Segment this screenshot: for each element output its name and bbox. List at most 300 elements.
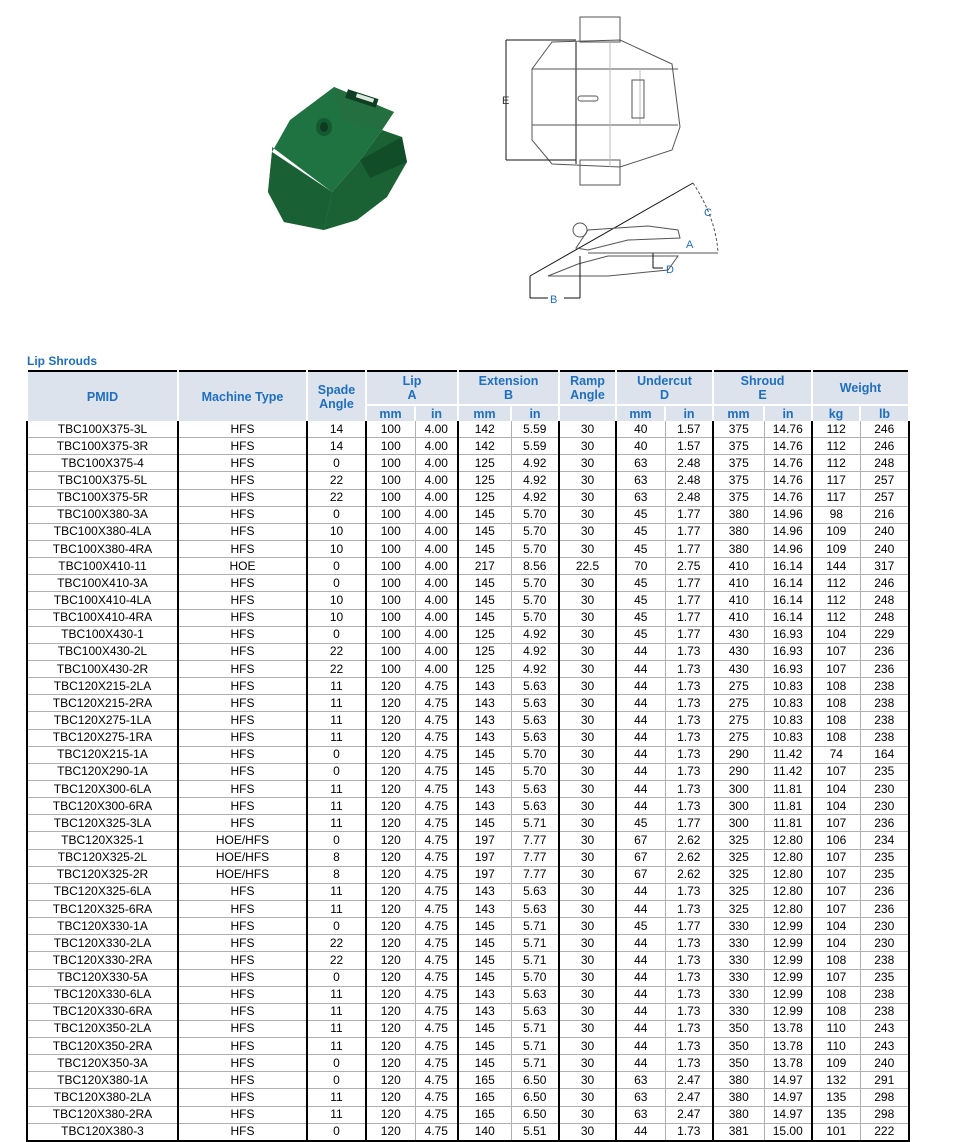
cell-lip-in: 4.75 [415, 678, 458, 695]
cell-undercut-mm: 63 [616, 455, 665, 472]
label-b: B [550, 294, 558, 306]
cell-spade-angle: 8 [307, 849, 366, 866]
cell-ext-mm: 143 [458, 712, 511, 729]
cell-undercut-in: 1.73 [665, 1038, 713, 1055]
table-row [27, 626, 909, 643]
cell-lip-mm: 100 [366, 643, 415, 660]
cell-ext-in: 5.70 [511, 523, 559, 540]
cell-ext-mm: 145 [458, 540, 511, 557]
table-row [27, 780, 909, 797]
table-row [27, 1089, 909, 1106]
cell-spade-angle: 0 [307, 506, 366, 523]
cell-lip-mm: 100 [366, 523, 415, 540]
cell-undercut-in: 2.47 [665, 1072, 713, 1089]
cell-lip-mm: 100 [366, 455, 415, 472]
cell-machine-type: HFS [178, 763, 307, 780]
cell-ramp-angle: 30 [559, 1123, 616, 1141]
cell-undercut-mm: 44 [616, 660, 665, 677]
cell-ramp-angle: 30 [559, 1055, 616, 1072]
header-weight: Weight [812, 371, 909, 405]
cell-pmid: TBC120X330-2LA [27, 935, 178, 952]
cell-ext-in: 6.50 [511, 1089, 559, 1106]
cell-machine-type: HFS [178, 575, 307, 592]
cell-weight-lb: 235 [860, 849, 909, 866]
cell-lip-mm: 100 [366, 421, 415, 438]
cell-weight-kg: 112 [812, 575, 860, 592]
cell-lip-mm: 120 [366, 986, 415, 1003]
cell-ext-mm: 145 [458, 1020, 511, 1037]
cell-weight-lb: 246 [860, 421, 909, 438]
cell-machine-type: HFS [178, 1106, 307, 1123]
cell-ramp-angle: 30 [559, 712, 616, 729]
cell-shroud-mm: 410 [713, 575, 764, 592]
cell-machine-type: HFS [178, 695, 307, 712]
cell-weight-lb: 164 [860, 746, 909, 763]
cell-lip-mm: 120 [366, 780, 415, 797]
cell-undercut-mm: 44 [616, 798, 665, 815]
cell-weight-kg: 107 [812, 643, 860, 660]
section-title: Lip Shrouds [27, 354, 97, 368]
table-row [27, 489, 909, 506]
cell-ext-in: 5.63 [511, 695, 559, 712]
cell-weight-kg: 101 [812, 1123, 860, 1141]
cell-ramp-angle: 30 [559, 935, 616, 952]
label-a: A [686, 239, 694, 251]
table-row [27, 1055, 909, 1072]
cell-ext-in: 7.77 [511, 832, 559, 849]
cell-lip-in: 4.00 [415, 575, 458, 592]
cell-ext-mm: 143 [458, 1003, 511, 1020]
cell-ext-in: 5.70 [511, 609, 559, 626]
cell-spade-angle: 0 [307, 832, 366, 849]
cell-ext-mm: 145 [458, 609, 511, 626]
cell-pmid: TBC120X380-1A [27, 1072, 178, 1089]
cell-ext-mm: 145 [458, 763, 511, 780]
cell-ramp-angle: 30 [559, 506, 616, 523]
cell-lip-in: 4.75 [415, 746, 458, 763]
cell-shroud-in: 14.96 [764, 506, 812, 523]
cell-ext-mm: 125 [458, 489, 511, 506]
cell-ext-mm: 143 [458, 780, 511, 797]
cell-undercut-in: 1.73 [665, 1020, 713, 1037]
cell-shroud-in: 16.14 [764, 609, 812, 626]
cell-weight-kg: 104 [812, 935, 860, 952]
cell-lip-mm: 120 [366, 712, 415, 729]
cell-pmid: TBC100X375-4 [27, 455, 178, 472]
cell-pmid: TBC100X380-4RA [27, 540, 178, 557]
cell-ramp-angle: 30 [559, 763, 616, 780]
cell-weight-kg: 132 [812, 1072, 860, 1089]
cell-shroud-in: 13.78 [764, 1038, 812, 1055]
cell-machine-type: HFS [178, 626, 307, 643]
cell-ext-mm: 145 [458, 918, 511, 935]
cell-ramp-angle: 30 [559, 746, 616, 763]
cell-lip-mm: 100 [366, 626, 415, 643]
cell-lip-mm: 100 [366, 438, 415, 455]
cell-ramp-angle: 30 [559, 660, 616, 677]
cell-weight-lb: 236 [860, 660, 909, 677]
cell-lip-in: 4.00 [415, 489, 458, 506]
cell-lip-in: 4.75 [415, 729, 458, 746]
cell-lip-mm: 120 [366, 798, 415, 815]
cell-undercut-in: 2.48 [665, 472, 713, 489]
cell-machine-type: HFS [178, 438, 307, 455]
table-row [27, 918, 909, 935]
cell-weight-lb: 236 [860, 900, 909, 917]
cell-ext-in: 5.70 [511, 746, 559, 763]
subheader-ramp-empty [559, 405, 616, 421]
cell-shroud-mm: 430 [713, 626, 764, 643]
cell-undercut-mm: 44 [616, 1020, 665, 1037]
cell-shroud-mm: 300 [713, 815, 764, 832]
cell-weight-kg: 117 [812, 472, 860, 489]
cell-ramp-angle: 30 [559, 918, 616, 935]
cell-ramp-angle: 30 [559, 798, 616, 815]
cell-spade-angle: 11 [307, 883, 366, 900]
cell-ext-in: 5.70 [511, 592, 559, 609]
cell-lip-in: 4.00 [415, 506, 458, 523]
cell-weight-lb: 298 [860, 1089, 909, 1106]
cell-shroud-mm: 325 [713, 883, 764, 900]
cell-shroud-mm: 330 [713, 952, 764, 969]
cell-pmid: TBC120X350-2LA [27, 1020, 178, 1037]
cell-shroud-mm: 380 [713, 540, 764, 557]
cell-spade-angle: 11 [307, 1003, 366, 1020]
cell-ext-mm: 125 [458, 455, 511, 472]
cell-weight-lb: 234 [860, 832, 909, 849]
cell-machine-type: HFS [178, 712, 307, 729]
cell-ramp-angle: 30 [559, 883, 616, 900]
cell-weight-kg: 104 [812, 798, 860, 815]
cell-weight-lb: 236 [860, 815, 909, 832]
cell-undercut-in: 1.57 [665, 438, 713, 455]
cell-pmid: TBC120X380-2RA [27, 1106, 178, 1123]
cell-shroud-in: 10.83 [764, 695, 812, 712]
cell-weight-kg: 107 [812, 815, 860, 832]
cell-lip-in: 4.00 [415, 609, 458, 626]
cell-weight-lb: 243 [860, 1020, 909, 1037]
top-view-drawing [500, 12, 700, 192]
cell-lip-in: 4.75 [415, 798, 458, 815]
table-row [27, 849, 909, 866]
cell-spade-angle: 11 [307, 1038, 366, 1055]
cell-ext-mm: 165 [458, 1072, 511, 1089]
table-row [27, 1123, 909, 1141]
cell-weight-lb: 238 [860, 952, 909, 969]
cell-undercut-mm: 44 [616, 986, 665, 1003]
cell-ext-mm: 143 [458, 986, 511, 1003]
cell-lip-in: 4.75 [415, 712, 458, 729]
cell-pmid: TBC120X330-5A [27, 969, 178, 986]
cell-lip-in: 4.75 [415, 815, 458, 832]
cell-pmid: TBC100X375-5R [27, 489, 178, 506]
product-image-lip-shroud [262, 82, 422, 232]
cell-undercut-in: 1.73 [665, 763, 713, 780]
cell-ext-mm: 125 [458, 626, 511, 643]
cell-ext-mm: 145 [458, 969, 511, 986]
cell-ext-mm: 142 [458, 421, 511, 438]
cell-undercut-in: 1.73 [665, 952, 713, 969]
cell-ext-mm: 165 [458, 1106, 511, 1123]
cell-machine-type: HFS [178, 780, 307, 797]
cell-spade-angle: 10 [307, 592, 366, 609]
cell-machine-type: HFS [178, 1072, 307, 1089]
cell-shroud-in: 14.97 [764, 1106, 812, 1123]
cell-undercut-in: 1.77 [665, 506, 713, 523]
cell-ext-mm: 145 [458, 746, 511, 763]
subheader-lip-in: in [415, 405, 458, 421]
cell-shroud-mm: 325 [713, 832, 764, 849]
cell-machine-type: HOE/HFS [178, 866, 307, 883]
table-row [27, 986, 909, 1003]
cell-lip-in: 4.75 [415, 1123, 458, 1141]
cell-ramp-angle: 30 [559, 609, 616, 626]
cell-lip-in: 4.75 [415, 780, 458, 797]
cell-pmid: TBC120X325-6LA [27, 883, 178, 900]
table-row [27, 472, 909, 489]
cell-shroud-mm: 375 [713, 421, 764, 438]
cell-weight-lb: 238 [860, 678, 909, 695]
cell-shroud-in: 16.93 [764, 660, 812, 677]
cell-shroud-mm: 325 [713, 849, 764, 866]
cell-weight-kg: 110 [812, 1038, 860, 1055]
cell-undercut-mm: 45 [616, 609, 665, 626]
cell-pmid: TBC120X325-3LA [27, 815, 178, 832]
cell-lip-mm: 120 [366, 1123, 415, 1141]
cell-ext-mm: 145 [458, 592, 511, 609]
cell-weight-kg: 104 [812, 780, 860, 797]
cell-ramp-angle: 30 [559, 523, 616, 540]
cell-shroud-mm: 380 [713, 506, 764, 523]
cell-spade-angle: 11 [307, 712, 366, 729]
cell-shroud-in: 12.99 [764, 1003, 812, 1020]
cell-pmid: TBC120X300-6RA [27, 798, 178, 815]
cell-undercut-in: 1.73 [665, 780, 713, 797]
cell-ext-mm: 145 [458, 575, 511, 592]
label-c: C [704, 207, 712, 219]
cell-shroud-in: 11.42 [764, 763, 812, 780]
cell-undercut-mm: 40 [616, 421, 665, 438]
cell-ramp-angle: 30 [559, 489, 616, 506]
table-row [27, 952, 909, 969]
cell-lip-in: 4.75 [415, 918, 458, 935]
cell-ramp-angle: 30 [559, 540, 616, 557]
cell-ext-in: 6.50 [511, 1072, 559, 1089]
cell-weight-kg: 108 [812, 678, 860, 695]
cell-weight-lb: 235 [860, 969, 909, 986]
cell-pmid: TBC100X410-4RA [27, 609, 178, 626]
cell-ext-in: 5.63 [511, 900, 559, 917]
cell-shroud-in: 12.80 [764, 849, 812, 866]
cell-ext-in: 7.77 [511, 849, 559, 866]
cell-lip-in: 4.75 [415, 969, 458, 986]
cell-machine-type: HFS [178, 1020, 307, 1037]
cell-ext-mm: 197 [458, 849, 511, 866]
table-row [27, 575, 909, 592]
cell-ramp-angle: 30 [559, 1003, 616, 1020]
cell-lip-mm: 120 [366, 695, 415, 712]
table-row [27, 729, 909, 746]
table-row [27, 609, 909, 626]
cell-shroud-mm: 330 [713, 1003, 764, 1020]
cell-lip-in: 4.75 [415, 849, 458, 866]
header-pmid: PMID [27, 371, 178, 421]
cell-weight-kg: 107 [812, 969, 860, 986]
cell-shroud-mm: 410 [713, 592, 764, 609]
cell-undercut-mm: 67 [616, 866, 665, 883]
cell-lip-in: 4.75 [415, 763, 458, 780]
cell-shroud-in: 10.83 [764, 729, 812, 746]
cell-lip-in: 4.75 [415, 866, 458, 883]
cell-ramp-angle: 30 [559, 695, 616, 712]
cell-ext-in: 4.92 [511, 472, 559, 489]
cell-lip-mm: 120 [366, 1106, 415, 1123]
cell-ext-in: 5.70 [511, 575, 559, 592]
cell-ramp-angle: 30 [559, 421, 616, 438]
table-row [27, 746, 909, 763]
cell-ext-in: 4.92 [511, 643, 559, 660]
cell-spade-angle: 11 [307, 900, 366, 917]
cell-undercut-in: 1.73 [665, 969, 713, 986]
cell-pmid: TBC100X410-3A [27, 575, 178, 592]
cell-lip-mm: 120 [366, 952, 415, 969]
cell-weight-lb: 243 [860, 1038, 909, 1055]
cell-weight-lb: 238 [860, 1003, 909, 1020]
cell-shroud-in: 14.76 [764, 489, 812, 506]
cell-weight-kg: 107 [812, 866, 860, 883]
cell-weight-kg: 117 [812, 489, 860, 506]
table-row [27, 678, 909, 695]
cell-spade-angle: 11 [307, 695, 366, 712]
cell-lip-in: 4.00 [415, 438, 458, 455]
cell-undercut-mm: 44 [616, 935, 665, 952]
cell-shroud-in: 12.99 [764, 935, 812, 952]
cell-ramp-angle: 30 [559, 780, 616, 797]
cell-undercut-in: 2.62 [665, 849, 713, 866]
cell-weight-kg: 108 [812, 729, 860, 746]
cell-shroud-mm: 375 [713, 489, 764, 506]
cell-spade-angle: 11 [307, 1020, 366, 1037]
cell-spade-angle: 0 [307, 1055, 366, 1072]
cell-lip-in: 4.75 [415, 883, 458, 900]
table-row [27, 558, 909, 575]
cell-shroud-mm: 330 [713, 935, 764, 952]
subheader-shroud-mm: mm [713, 405, 764, 421]
cell-weight-lb: 230 [860, 935, 909, 952]
cell-lip-mm: 120 [366, 900, 415, 917]
cell-pmid: TBC100X430-2R [27, 660, 178, 677]
cell-lip-in: 4.00 [415, 455, 458, 472]
cell-pmid: TBC120X300-6LA [27, 780, 178, 797]
subheader-lip-mm: mm [366, 405, 415, 421]
cell-shroud-mm: 380 [713, 1106, 764, 1123]
cell-weight-kg: 109 [812, 540, 860, 557]
cell-undercut-in: 1.77 [665, 575, 713, 592]
cell-lip-in: 4.75 [415, 952, 458, 969]
cell-lip-in: 4.00 [415, 626, 458, 643]
cell-undercut-in: 1.57 [665, 421, 713, 438]
cell-machine-type: HFS [178, 746, 307, 763]
cell-ext-mm: 165 [458, 1089, 511, 1106]
cell-spade-angle: 0 [307, 558, 366, 575]
cell-ext-in: 5.63 [511, 712, 559, 729]
cell-spade-angle: 22 [307, 935, 366, 952]
cell-lip-mm: 120 [366, 678, 415, 695]
cell-weight-kg: 107 [812, 883, 860, 900]
table-row [27, 969, 909, 986]
cell-ext-in: 5.70 [511, 540, 559, 557]
cell-undercut-mm: 45 [616, 540, 665, 557]
cell-shroud-mm: 350 [713, 1055, 764, 1072]
cell-machine-type: HFS [178, 678, 307, 695]
cell-undercut-in: 2.47 [665, 1106, 713, 1123]
cell-undercut-in: 1.77 [665, 626, 713, 643]
cell-machine-type: HOE/HFS [178, 849, 307, 866]
header-spade-angle: Spade Angle [307, 371, 366, 421]
cell-ramp-angle: 30 [559, 849, 616, 866]
cell-pmid: TBC120X380-3 [61, 1124, 144, 1139]
cell-shroud-mm: 300 [713, 798, 764, 815]
cell-spade-angle: 11 [307, 815, 366, 832]
subheader-undercut-mm: mm [616, 405, 665, 421]
table-row [27, 763, 909, 780]
cell-weight-lb: 291 [860, 1072, 909, 1089]
cell-lip-in: 4.75 [415, 900, 458, 917]
cell-machine-type: HFS [178, 986, 307, 1003]
cell-undercut-mm: 44 [616, 695, 665, 712]
cell-machine-type: HFS [178, 455, 307, 472]
lip-shrouds-table [26, 370, 910, 1142]
cell-lip-in: 4.00 [415, 643, 458, 660]
cell-undercut-in: 1.73 [665, 883, 713, 900]
cell-shroud-mm: 275 [713, 695, 764, 712]
cell-undercut-mm: 44 [616, 1003, 665, 1020]
cell-shroud-in: 12.99 [764, 952, 812, 969]
cell-weight-lb: 248 [860, 455, 909, 472]
table-row [27, 1106, 909, 1123]
subheader-shroud-in: in [764, 405, 812, 421]
subheader-undercut-in: in [665, 405, 713, 421]
cell-lip-in: 4.00 [415, 540, 458, 557]
cell-undercut-in: 1.77 [665, 918, 713, 935]
cell-undercut-in: 1.73 [665, 986, 713, 1003]
cell-ext-in: 5.70 [511, 506, 559, 523]
cell-weight-kg: 108 [812, 712, 860, 729]
cell-ext-mm: 145 [458, 1055, 511, 1072]
cell-weight-kg: 135 [812, 1089, 860, 1106]
cell-shroud-mm: 430 [713, 660, 764, 677]
cell-ext-mm: 143 [458, 695, 511, 712]
cell-machine-type: HFS [178, 918, 307, 935]
table-row [27, 438, 909, 455]
cell-shroud-in: 10.83 [764, 678, 812, 695]
cell-lip-in: 4.75 [415, 695, 458, 712]
cell-shroud-mm: 290 [713, 746, 764, 763]
cell-undercut-in: 1.73 [665, 643, 713, 660]
cell-ramp-angle: 30 [559, 438, 616, 455]
cell-ext-in: 5.63 [511, 798, 559, 815]
cell-weight-lb: 235 [860, 763, 909, 780]
cell-shroud-mm: 380 [713, 523, 764, 540]
cell-ext-mm: 143 [458, 729, 511, 746]
cell-weight-kg: 107 [812, 849, 860, 866]
cell-pmid: TBC100X430-2L [27, 643, 178, 660]
cell-shroud-mm: 410 [713, 558, 764, 575]
cell-ext-in: 4.92 [511, 626, 559, 643]
cell-weight-lb: 236 [860, 883, 909, 900]
cell-ext-mm: 145 [458, 815, 511, 832]
cell-undercut-in: 1.73 [665, 798, 713, 815]
